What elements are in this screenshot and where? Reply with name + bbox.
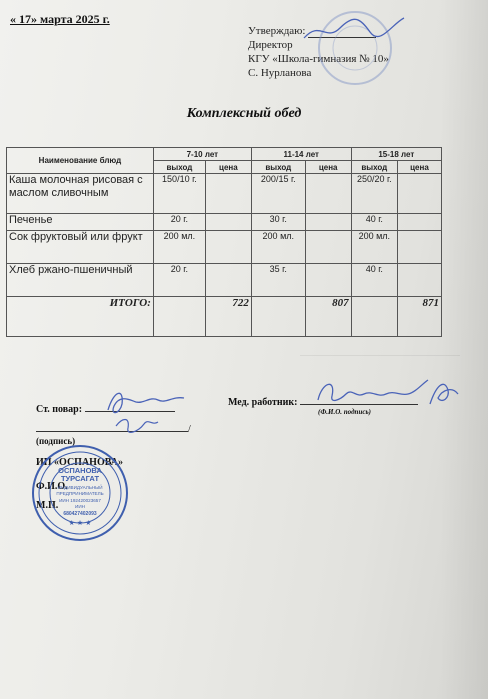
- menu-table: [6, 147, 442, 337]
- sub-output-header: выход: [153, 161, 205, 174]
- dish-name: Сок фруктовый или фрукт: [7, 231, 154, 264]
- output-11-14: 35 г.: [251, 264, 305, 297]
- stamp-line-1: ИНДИВИДУАЛЬНЫЙ: [57, 485, 103, 490]
- price-11-14: [305, 231, 351, 264]
- price-11-14: [305, 264, 351, 297]
- stamp-line-4: ИИН: [75, 504, 85, 509]
- table-row: [7, 213, 442, 231]
- cook-handwritten-signature: [100, 380, 190, 440]
- total-label: ИТОГО:: [7, 297, 154, 337]
- age-group-header: 7-10 лет: [153, 148, 251, 161]
- sub-price-header: цена: [205, 161, 251, 174]
- med-label: Мед. работник:: [228, 397, 298, 408]
- price-7-10: [205, 264, 251, 297]
- output-11-14: 30 г.: [251, 213, 305, 231]
- dish-name: Каша молочная рисовая с маслом сливочным: [7, 174, 154, 214]
- table-row: [7, 174, 442, 214]
- med-caption: (Ф.И.О. подпись): [318, 408, 371, 416]
- organization-name: КГУ «Школа-гимназия № 10»: [248, 53, 389, 65]
- stamp-line-2: ПРЕДПРИНИМАТЕЛЬ: [56, 491, 104, 496]
- cook-name-line-row: /: [36, 424, 191, 435]
- company-round-stamp: [30, 443, 130, 543]
- dish-name: Печенье: [7, 213, 154, 231]
- output-15-18: [351, 297, 397, 337]
- stamp-line-5: 680427402093: [63, 511, 97, 517]
- output-7-10: 150/10 г.: [153, 174, 205, 214]
- page-shadow: [440, 0, 488, 699]
- table-header-row: [7, 148, 442, 161]
- mp-label: М.П.: [36, 500, 59, 511]
- output-7-10: 200 мл.: [153, 231, 205, 264]
- output-11-14: [251, 297, 305, 337]
- total-price-15-18: 871: [397, 297, 441, 337]
- total-price-11-14: 807: [305, 297, 351, 337]
- output-15-18: 200 мл.: [351, 231, 397, 264]
- price-7-10: [205, 213, 251, 231]
- cook-caption: (подпись): [36, 436, 76, 446]
- total-price-7-10: 722: [205, 297, 251, 337]
- stamp-name-1: ОСПАНОВА: [58, 466, 102, 475]
- table-row: [7, 264, 442, 297]
- age-group-header: 11-14 лет: [251, 148, 351, 161]
- document-date: « 17» марта 2025 г.: [10, 12, 110, 26]
- age-group-header: 15-18 лет: [351, 148, 441, 161]
- output-7-10: [153, 297, 205, 337]
- output-7-10: 20 г.: [153, 213, 205, 231]
- sub-output-header: выход: [251, 161, 305, 174]
- output-15-18: 250/20 г.: [351, 174, 397, 214]
- stamp-line-3: ИИН 192420023657: [59, 498, 101, 503]
- price-11-14: [305, 213, 351, 231]
- output-11-14: 200 мл.: [251, 231, 305, 264]
- price-7-10: [205, 174, 251, 214]
- ip-label: ИП «ОСПАНОВА»: [36, 457, 123, 468]
- dish-name: Хлеб ржано-пшеничный: [7, 264, 154, 297]
- sub-price-header: цена: [397, 161, 441, 174]
- total-row: [7, 297, 442, 337]
- price-15-18: [397, 264, 441, 297]
- stamp-name-2: ТУРСАГАТ: [60, 474, 100, 483]
- approve-label: Утверждаю:: [248, 25, 306, 37]
- cook-label: Ст. повар:: [36, 404, 83, 415]
- price-11-14: [305, 174, 351, 214]
- table-row: [7, 231, 442, 264]
- price-7-10: [205, 231, 251, 264]
- price-15-18: [397, 213, 441, 231]
- med-handwritten-signature: [312, 374, 462, 414]
- approver-name: С. Нурланова: [248, 67, 312, 79]
- document-title: Комплексный обед: [186, 106, 302, 121]
- director-signature: [300, 14, 410, 44]
- output-7-10: 20 г.: [153, 264, 205, 297]
- col-dish-header: Наименование блюд: [7, 148, 154, 174]
- stamp-stars: ★ ★ ★: [68, 520, 92, 527]
- approver-position: Директор: [248, 39, 293, 51]
- sub-price-header: цена: [305, 161, 351, 174]
- price-15-18: [397, 231, 441, 264]
- fio-label: Ф.И.О.: [36, 481, 68, 492]
- sub-output-header: выход: [351, 161, 397, 174]
- output-15-18: 40 г.: [351, 213, 397, 231]
- output-15-18: 40 г.: [351, 264, 397, 297]
- price-15-18: [397, 174, 441, 214]
- output-11-14: 200/15 г.: [251, 174, 305, 214]
